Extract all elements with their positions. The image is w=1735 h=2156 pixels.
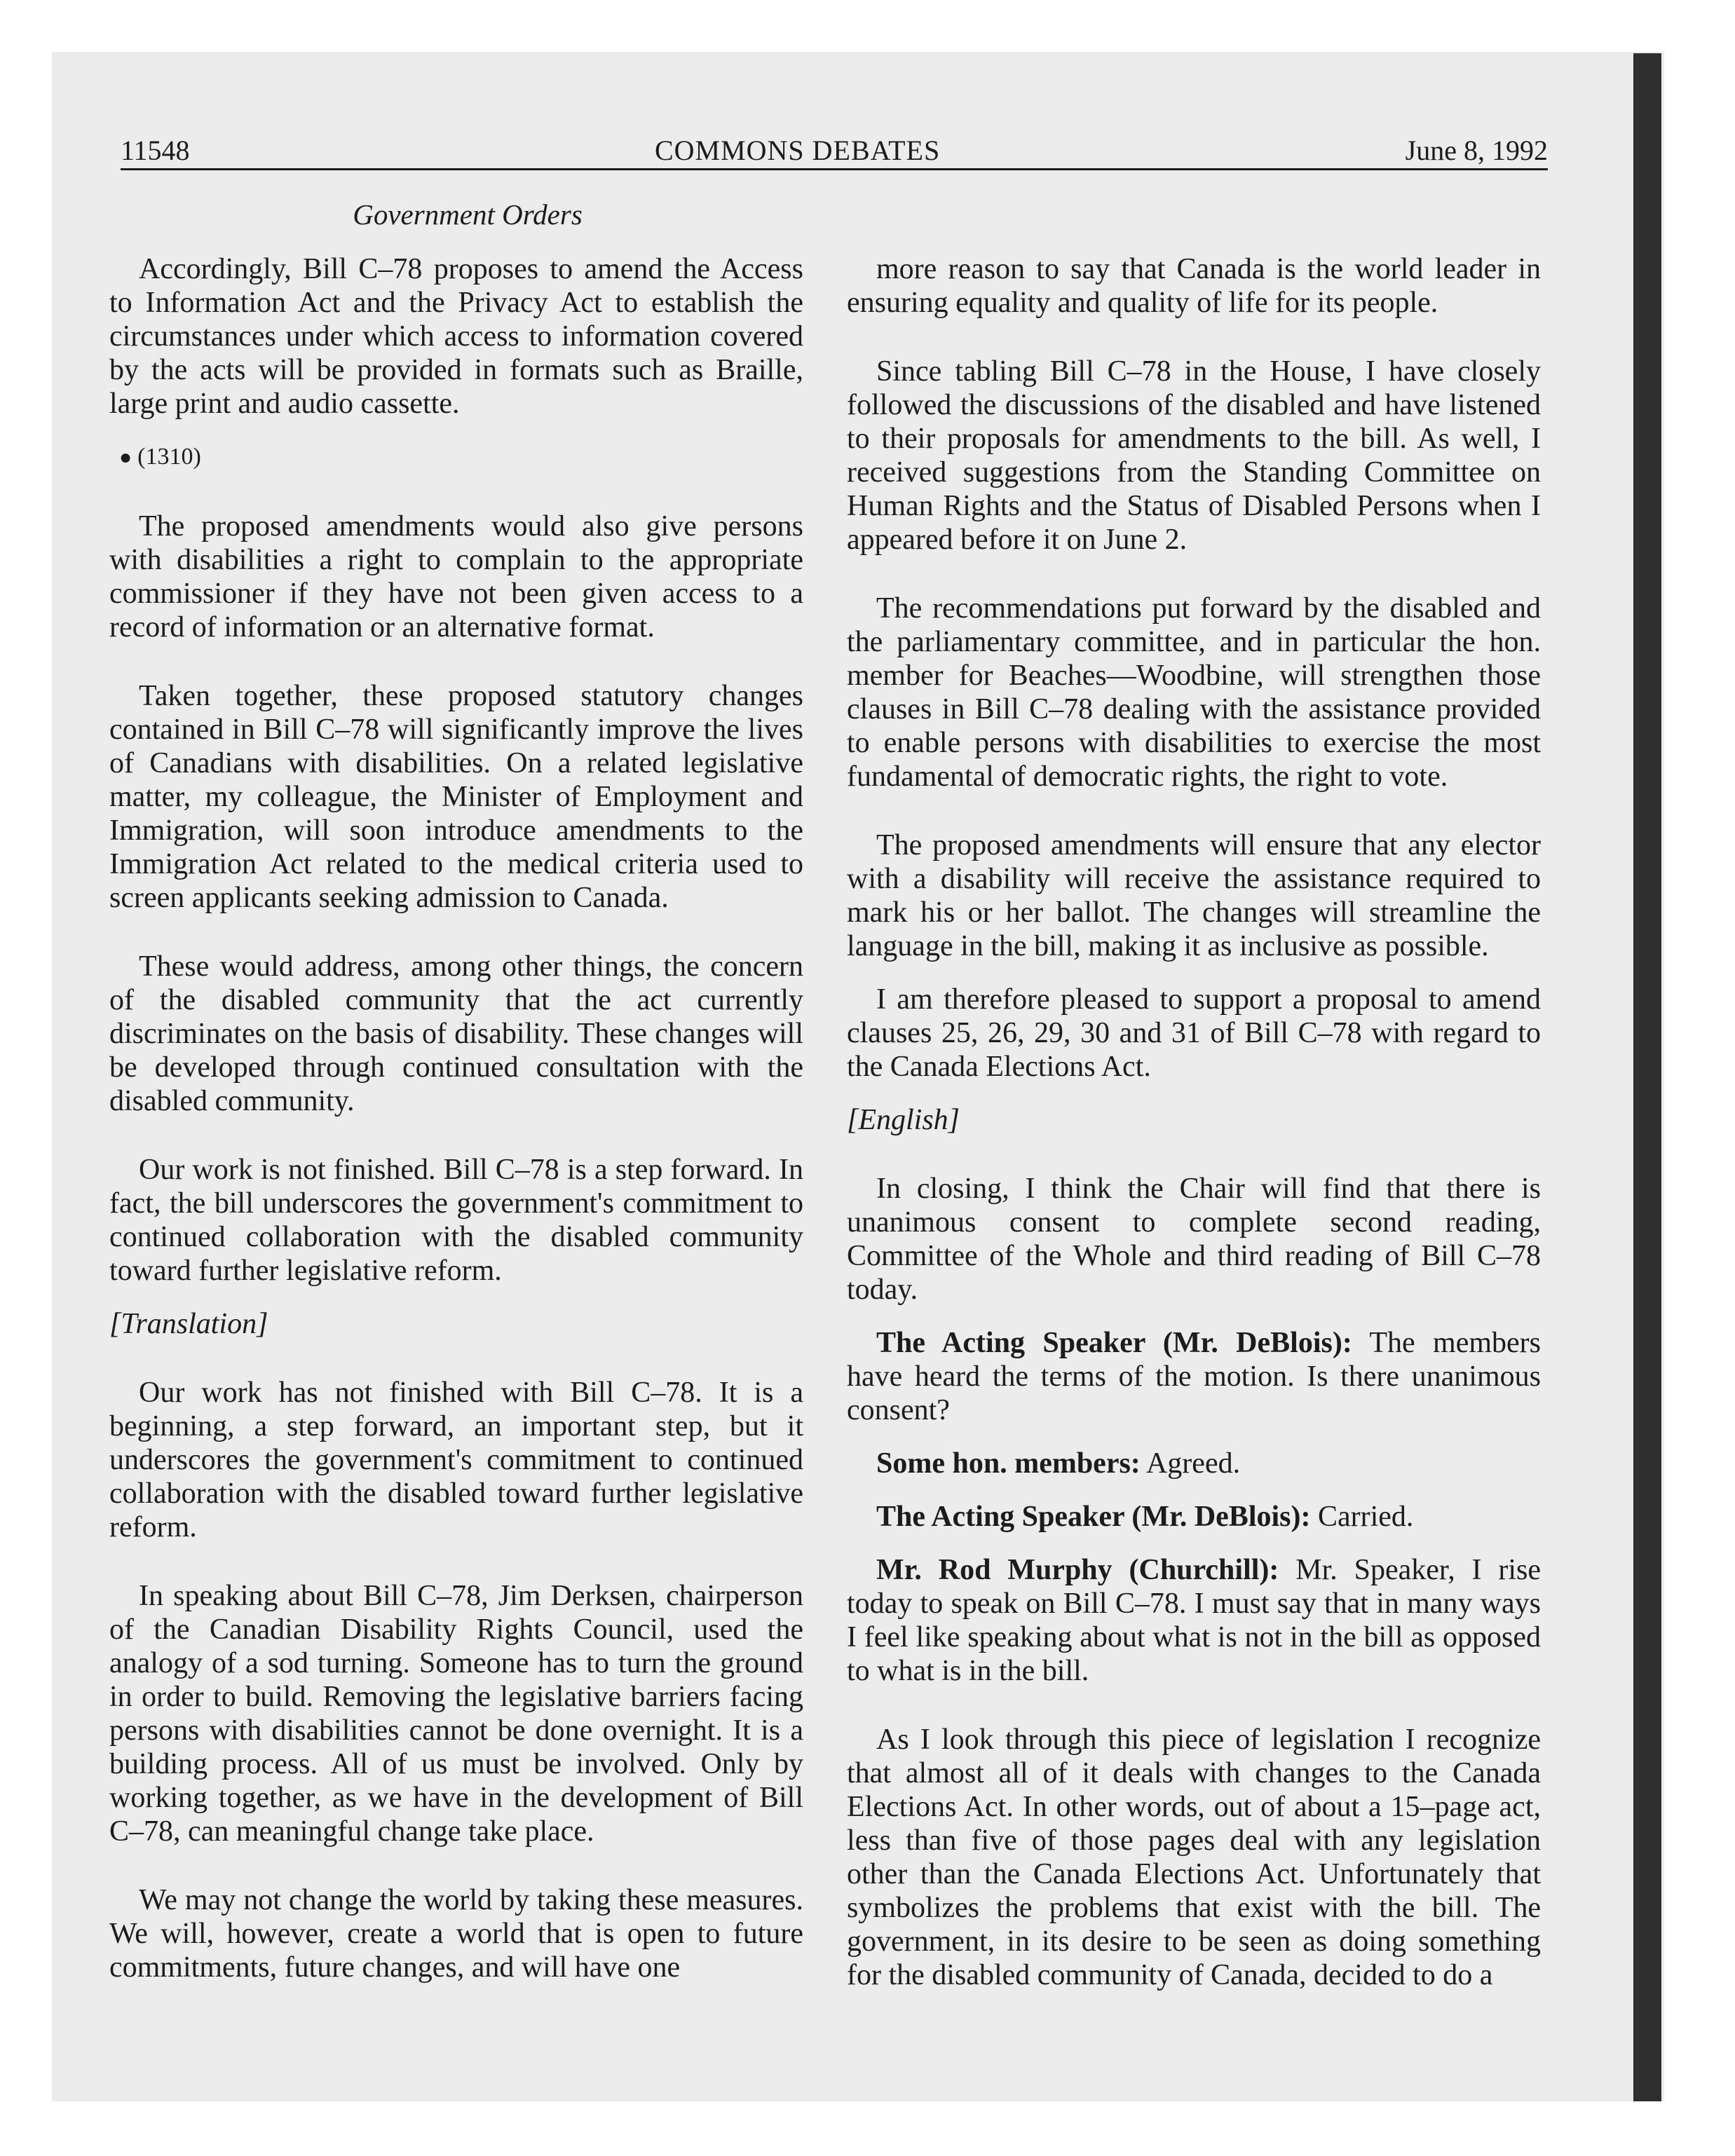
paragraph: Since tabling Bill C–78 in the House, I have closely followed the discussions of the disabled and have listened to their proposals for amendments to the bill. As well, I received suggestions from the Standing Committee on Human Rights and the Status of Disabled Persons when I appeared before it on June 2. (847, 355, 1541, 556)
paragraph: In closing, I think the Chair will find that there is unanimous consent to complete second reading, Committee of the Whole and third reading of Bill C–78 today. (847, 1173, 1541, 1306)
running-header (121, 125, 1548, 167)
paragraph: These would address, among other things, the concern of the disabled community that the act currently discriminates on the basis of disability. These changes will be developed through continued consultation with the disabled community. (109, 950, 803, 1117)
paragraph: I am therefore pleased to support a proposal to amend clauses 25, 26, 29, 30 and 31 of Bill C–78 with regard to the Canada Elections Act. (847, 983, 1541, 1083)
language-tag: [English] (847, 1104, 960, 1136)
paragraph: Taken together, these proposed statutory changes contained in Bill C–78 will significantly improve the lives of Canadians with disabilities. On a related legislative matter, my colleague, the Minister of Employment and Immigration, will soon introduce amendments to the Immigration Act related to the medical criteria used to screen applicants seeking admission to Canada. (109, 680, 803, 914)
language-tag: [Translation] (109, 1308, 268, 1340)
paragraph: The proposed amendments would also give persons with disabilities a right to complain to the appropriate commissioner if they have not been given access to a record of information or an alternative format. (109, 510, 803, 643)
publication-date: June 8, 1992 (1405, 135, 1548, 166)
paragraph: Our work is not finished. Bill C–78 is a step forward. In fact, the bill underscores the government's commitment to continued collaboration with the disabled community toward further legislative reform. (109, 1154, 803, 1287)
speaker-name: Mr. Rod Murphy (Churchill): (876, 1554, 1279, 1586)
publication-title: COMMONS DEBATES (654, 135, 941, 166)
speech-paragraph (847, 1447, 1541, 1480)
paragraph: We may not change the world by taking these measures. We will, however, create a world that is open to future commitments, future changes, and will have one (109, 1884, 803, 1984)
page-number: 11548 (121, 135, 190, 166)
bullet-icon: ● (119, 446, 132, 469)
speech-paragraph (847, 1326, 1541, 1427)
header-rule (121, 168, 1548, 170)
speech-text: Mr. Speaker, I rise today to speak on Bill C–78. I must say that in many ways I feel like speaking about what is not in the bill as opposed to what is in the bill. (847, 1554, 1542, 1687)
paragraph: As I look through this piece of legislation I recognize that almost all of it deals with changes to the Canada Elections Act. In other words, out of about a 15–page act, less than five of those pages deal with any legislation other than the Canada Elections Act. Unfortunately that symbolizes the problems that exist with the bill. The government, in its desire to be seen as doing something for the disabled community of Canada, decided to do a (847, 1724, 1541, 1991)
paragraph: Accordingly, Bill C–78 proposes to amend the Access to Information Act and the Privacy Act to establish the circumstances under which access to information covered by the acts will be provided in formats such as Braille, large print and audio cassette. (109, 253, 803, 420)
speech-paragraph (847, 1500, 1541, 1534)
left-column (109, 252, 803, 2019)
time-marker-text: (1310) (137, 444, 201, 470)
paragraph: In speaking about Bill C–78, Jim Derksen, chairperson of the Canadian Disability Rights Council, used the analogy of a sod turning. Someone has to turn the ground in order to build. Removing the legislative barriers facing persons with disabilities cannot be done overnight. It is a building process. All of us must be involved. Only by working together, as we have in the development of Bill C–78, can meaningful change take place. (109, 1580, 803, 1848)
paragraph: more reason to say that Canada is the world leader in ensuring equality and quality of life for its people. (847, 253, 1541, 319)
paragraph: The recommendations put forward by the disabled and the parliamentary committee, and in particular the hon. member for Beaches—Woodbine, will strengthen those clauses in Bill C–78 dealing with the assistance provided to enable persons with disabilities to exercise the most fundamental of democratic rights, the right to vote. (847, 592, 1541, 793)
paragraph: Our work has not finished with Bill C–78. It is a beginning, a step forward, an important step, but it underscores the government's commitment to continued collaboration with the disabled toward further legislative reform. (109, 1377, 803, 1543)
speech-text: Agreed. (1140, 1447, 1241, 1480)
paragraph: The proposed amendments will ensure that any elector with a disability will receive the assistance required to mark his or her ballot. The changes will streamline the language in the bill, making it as inclusive as possible. (847, 829, 1541, 962)
speech-text: Carried. (1310, 1501, 1414, 1533)
right-column (847, 252, 1541, 2027)
speaker-name: Some hon. members: (876, 1447, 1141, 1480)
speaker-name: The Acting Speaker (Mr. DeBlois): (876, 1501, 1311, 1533)
speech-paragraph (847, 1553, 1541, 1688)
section-heading: Government Orders (353, 198, 583, 231)
time-marker (119, 440, 803, 475)
speaker-name: The Acting Speaker (Mr. DeBlois): (876, 1327, 1352, 1359)
speech-text: The members have heard the terms of the motion. Is there unanimous consent? (847, 1327, 1541, 1426)
